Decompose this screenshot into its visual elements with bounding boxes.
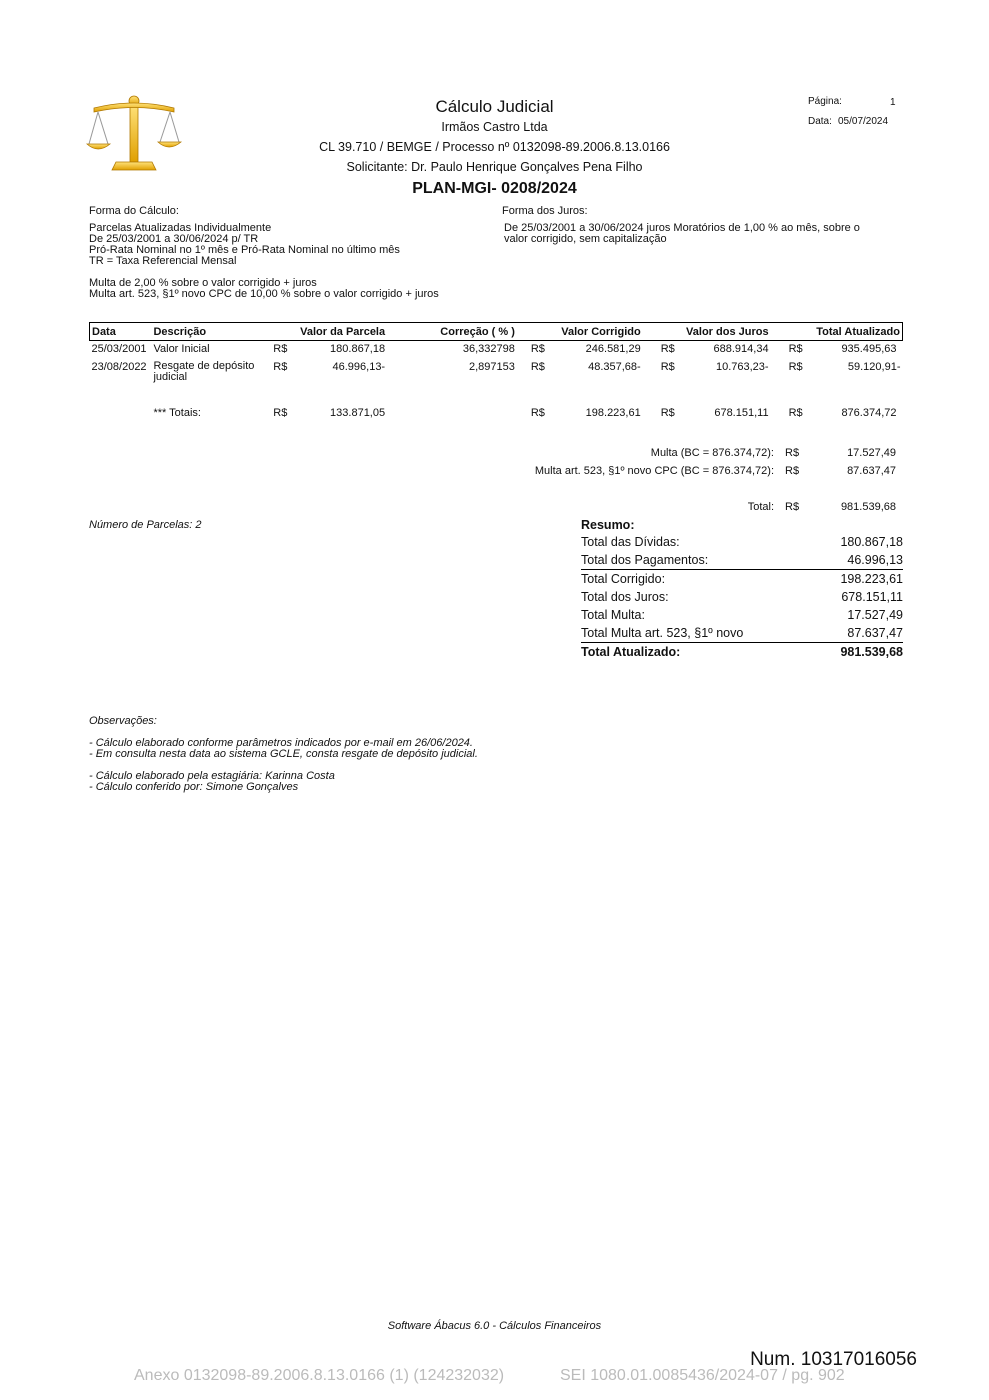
currency-symbol: R$: [788, 343, 803, 355]
interest-value: 10.763,23-: [715, 361, 769, 373]
corrected-value: 246.581,29: [585, 343, 641, 355]
multa-line: Multa art. 523, §1º novo CPC de 10,00 % sobre o valor corrigido + juros: [89, 288, 439, 300]
summary-title-text: Resumo:: [581, 518, 635, 532]
cell-parcel: [271, 341, 387, 360]
summary-row: [581, 570, 903, 588]
cell-corrected-total: [517, 405, 643, 423]
currency-symbol: R$: [660, 407, 675, 419]
company-name: Irmãos Castro Ltda: [441, 120, 548, 134]
col-header-corrected-value: Valor Corrigido: [517, 323, 643, 341]
cell-corrected: [517, 359, 643, 383]
col-header-date: Data: [90, 323, 152, 341]
summary-row: [581, 624, 903, 643]
currency-symbol: R$: [785, 465, 800, 477]
summary-value: 678.151,11: [841, 590, 903, 604]
date-label: Data:: [808, 116, 832, 127]
requester: Solicitante: Dr. Paulo Henrique Gonçalves Pena Filho: [346, 160, 643, 174]
multa-523-label: Multa art. 523, §1º novo CPC (BC = 876.374,72):: [534, 465, 774, 477]
currency-symbol: R$: [530, 407, 545, 419]
col-header-description: Descrição: [151, 323, 271, 341]
cell-corrected: [517, 341, 643, 360]
calc-form-line: Pró-Rata Nominal no 1º mês e Pró-Rata Nominal no último mês: [89, 244, 400, 256]
cell-interest-total: [643, 405, 771, 423]
currency-symbol: R$: [273, 343, 288, 355]
summary-value: 17.527,49: [847, 608, 903, 622]
cell-interest: [643, 359, 771, 383]
col-header-correction: Correção ( % ): [387, 323, 517, 341]
summary-label: Total Corrigido:: [581, 572, 666, 586]
parcel-total: 133.871,05: [330, 407, 386, 419]
currency-symbol: R$: [530, 361, 545, 373]
calc-form-line: Parcelas Atualizadas Individualmente: [89, 222, 272, 234]
sei-watermark: SEI 1080.01.0085436/2024-07 / pg. 902: [560, 1367, 845, 1384]
spacer: [90, 383, 903, 405]
summary-row: [581, 606, 903, 624]
cell-description: Valor Inicial: [153, 343, 210, 355]
summary-label: Total dos Juros:: [581, 590, 669, 604]
cell-date: 25/03/2001: [91, 343, 147, 355]
summary-value: 198.223,61: [840, 572, 903, 586]
observation-line: - Cálculo conferido por: Simone Gonçalves: [89, 781, 299, 793]
date-value: 05/07/2024: [838, 116, 889, 127]
page-number: 1: [890, 97, 896, 108]
parcel-value: 180.867,18: [330, 343, 386, 355]
cell-empty: [387, 405, 517, 423]
observation-line: - Cálculo elaborado pela estagiária: Karinna Costa: [89, 770, 335, 782]
currency-symbol: R$: [660, 361, 675, 373]
document-number: Num. 10317016056: [750, 1349, 917, 1370]
multa-value: 17.527,49: [847, 447, 896, 459]
calc-form-label: Forma do Cálculo:: [89, 205, 179, 217]
cell-date: 23/08/2022: [91, 361, 147, 373]
parcel-count: Número de Parcelas: 2: [89, 519, 202, 531]
calc-form-details: [89, 223, 400, 267]
interest-form-line: De 25/03/2001 a 30/06/2024 juros Moratórios de 1,00 % ao mês, sobre o: [504, 222, 860, 234]
observations-block-a: [89, 738, 478, 760]
col-header-parcel-value: Valor da Parcela: [271, 323, 387, 341]
cell-total: [771, 359, 903, 383]
interest-form-details: [504, 223, 860, 245]
currency-symbol: R$: [788, 407, 803, 419]
interest-form-label: Forma dos Juros:: [502, 205, 588, 217]
total-value: 59.120,91-: [847, 361, 901, 373]
cell-parcel-total: [271, 405, 387, 423]
summary-value: 46.996,13: [847, 553, 903, 567]
cell-parcel: [271, 359, 387, 383]
currency-symbol: R$: [530, 343, 545, 355]
summary-label: Total Multa art. 523, §1º novo: [581, 626, 744, 640]
cell-total-total: [771, 405, 903, 423]
multa-523-value: 87.637,47: [847, 465, 896, 477]
calc-form-line: De 25/03/2001 a 30/06/2024 p/ TR: [89, 233, 259, 245]
currency-symbol: R$: [788, 361, 803, 373]
cell-empty: [90, 405, 152, 423]
summary-row: [581, 588, 903, 606]
currency-symbol: R$: [660, 343, 675, 355]
cell-correction: 36,332798: [462, 343, 515, 355]
summary-value: 180.867,18: [840, 535, 903, 549]
cell-correction: 2,897153: [468, 361, 515, 373]
currency-symbol: R$: [785, 501, 800, 513]
summary-final-label: Total Atualizado:: [581, 645, 681, 659]
page-label: Página:: [808, 96, 842, 107]
multa-details: [89, 278, 439, 300]
summary-row: [581, 533, 903, 551]
corrected-total: 198.223,61: [585, 407, 641, 419]
totals-row: [90, 405, 903, 423]
interest-value: 688.914,34: [713, 343, 769, 355]
summary-label: Total dos Pagamentos:: [581, 553, 709, 567]
multa-line: Multa de 2,00 % sobre o valor corrigido + juros: [89, 277, 317, 289]
software-footer: Software Ábacus 6.0 - Cálculos Financeiros: [387, 1320, 602, 1332]
multa-label: Multa (BC = 876.374,72):: [650, 447, 774, 459]
summary-final-value: 981.539,68: [840, 645, 903, 659]
process-number: CL 39.710 / BEMGE / Processo nº 0132098-89.2006.8.13.0166: [319, 140, 670, 154]
interest-form-line: valor corrigido, sem capitalização: [504, 233, 667, 245]
currency-symbol: R$: [273, 407, 288, 419]
table-row: [90, 341, 903, 360]
summary-final-row: [581, 643, 903, 661]
calc-form-line: TR = Taxa Referencial Mensal: [89, 255, 237, 267]
currency-symbol: R$: [785, 447, 800, 459]
interest-total: 678.151,11: [714, 407, 769, 419]
observation-line: - Em consulta nesta data ao sistema GCLE, consta resgate de depósito judicial.: [89, 748, 478, 760]
col-header-total-updated: Total Atualizado: [771, 323, 903, 341]
summary-title: [581, 517, 903, 533]
observation-line: - Cálculo elaborado conforme parâmetros indicados por e-mail em 26/06/2024.: [89, 737, 473, 749]
cell-interest: [643, 341, 771, 360]
col-header-interest: Valor dos Juros: [643, 323, 771, 341]
total-total: 876.374,72: [841, 407, 897, 419]
grand-total-value: 981.539,68: [840, 501, 896, 513]
totals-label: *** Totais:: [153, 407, 201, 419]
corrected-value: 48.357,68-: [588, 361, 641, 373]
observations-block-b: [89, 771, 335, 793]
currency-symbol: R$: [273, 361, 288, 373]
summary-row: [581, 551, 903, 570]
total-value: 935.495,63: [841, 343, 897, 355]
table-header-row: [90, 323, 903, 341]
annex-watermark: Anexo 0132098-89.2006.8.13.0166 (1) (124232032): [134, 1367, 505, 1384]
parcel-value: 46.996,13-: [332, 361, 386, 373]
observations-label: Observações:: [89, 715, 157, 727]
cell-total: [771, 341, 903, 360]
summary-label: Total das Dívidas:: [581, 535, 680, 549]
summary-value: 87.637,47: [847, 626, 903, 640]
summary-label: Total Multa:: [581, 608, 645, 622]
cell-description: Resgate de depósito judicial: [153, 360, 255, 383]
calculation-table: [89, 322, 903, 423]
table-row: [90, 359, 903, 383]
summary-block: [581, 517, 903, 661]
plan-code: PLAN-MGI- 0208/2024: [412, 180, 577, 197]
page-title: Cálculo Judicial: [435, 97, 554, 116]
grand-total-label: Total:: [747, 501, 774, 513]
